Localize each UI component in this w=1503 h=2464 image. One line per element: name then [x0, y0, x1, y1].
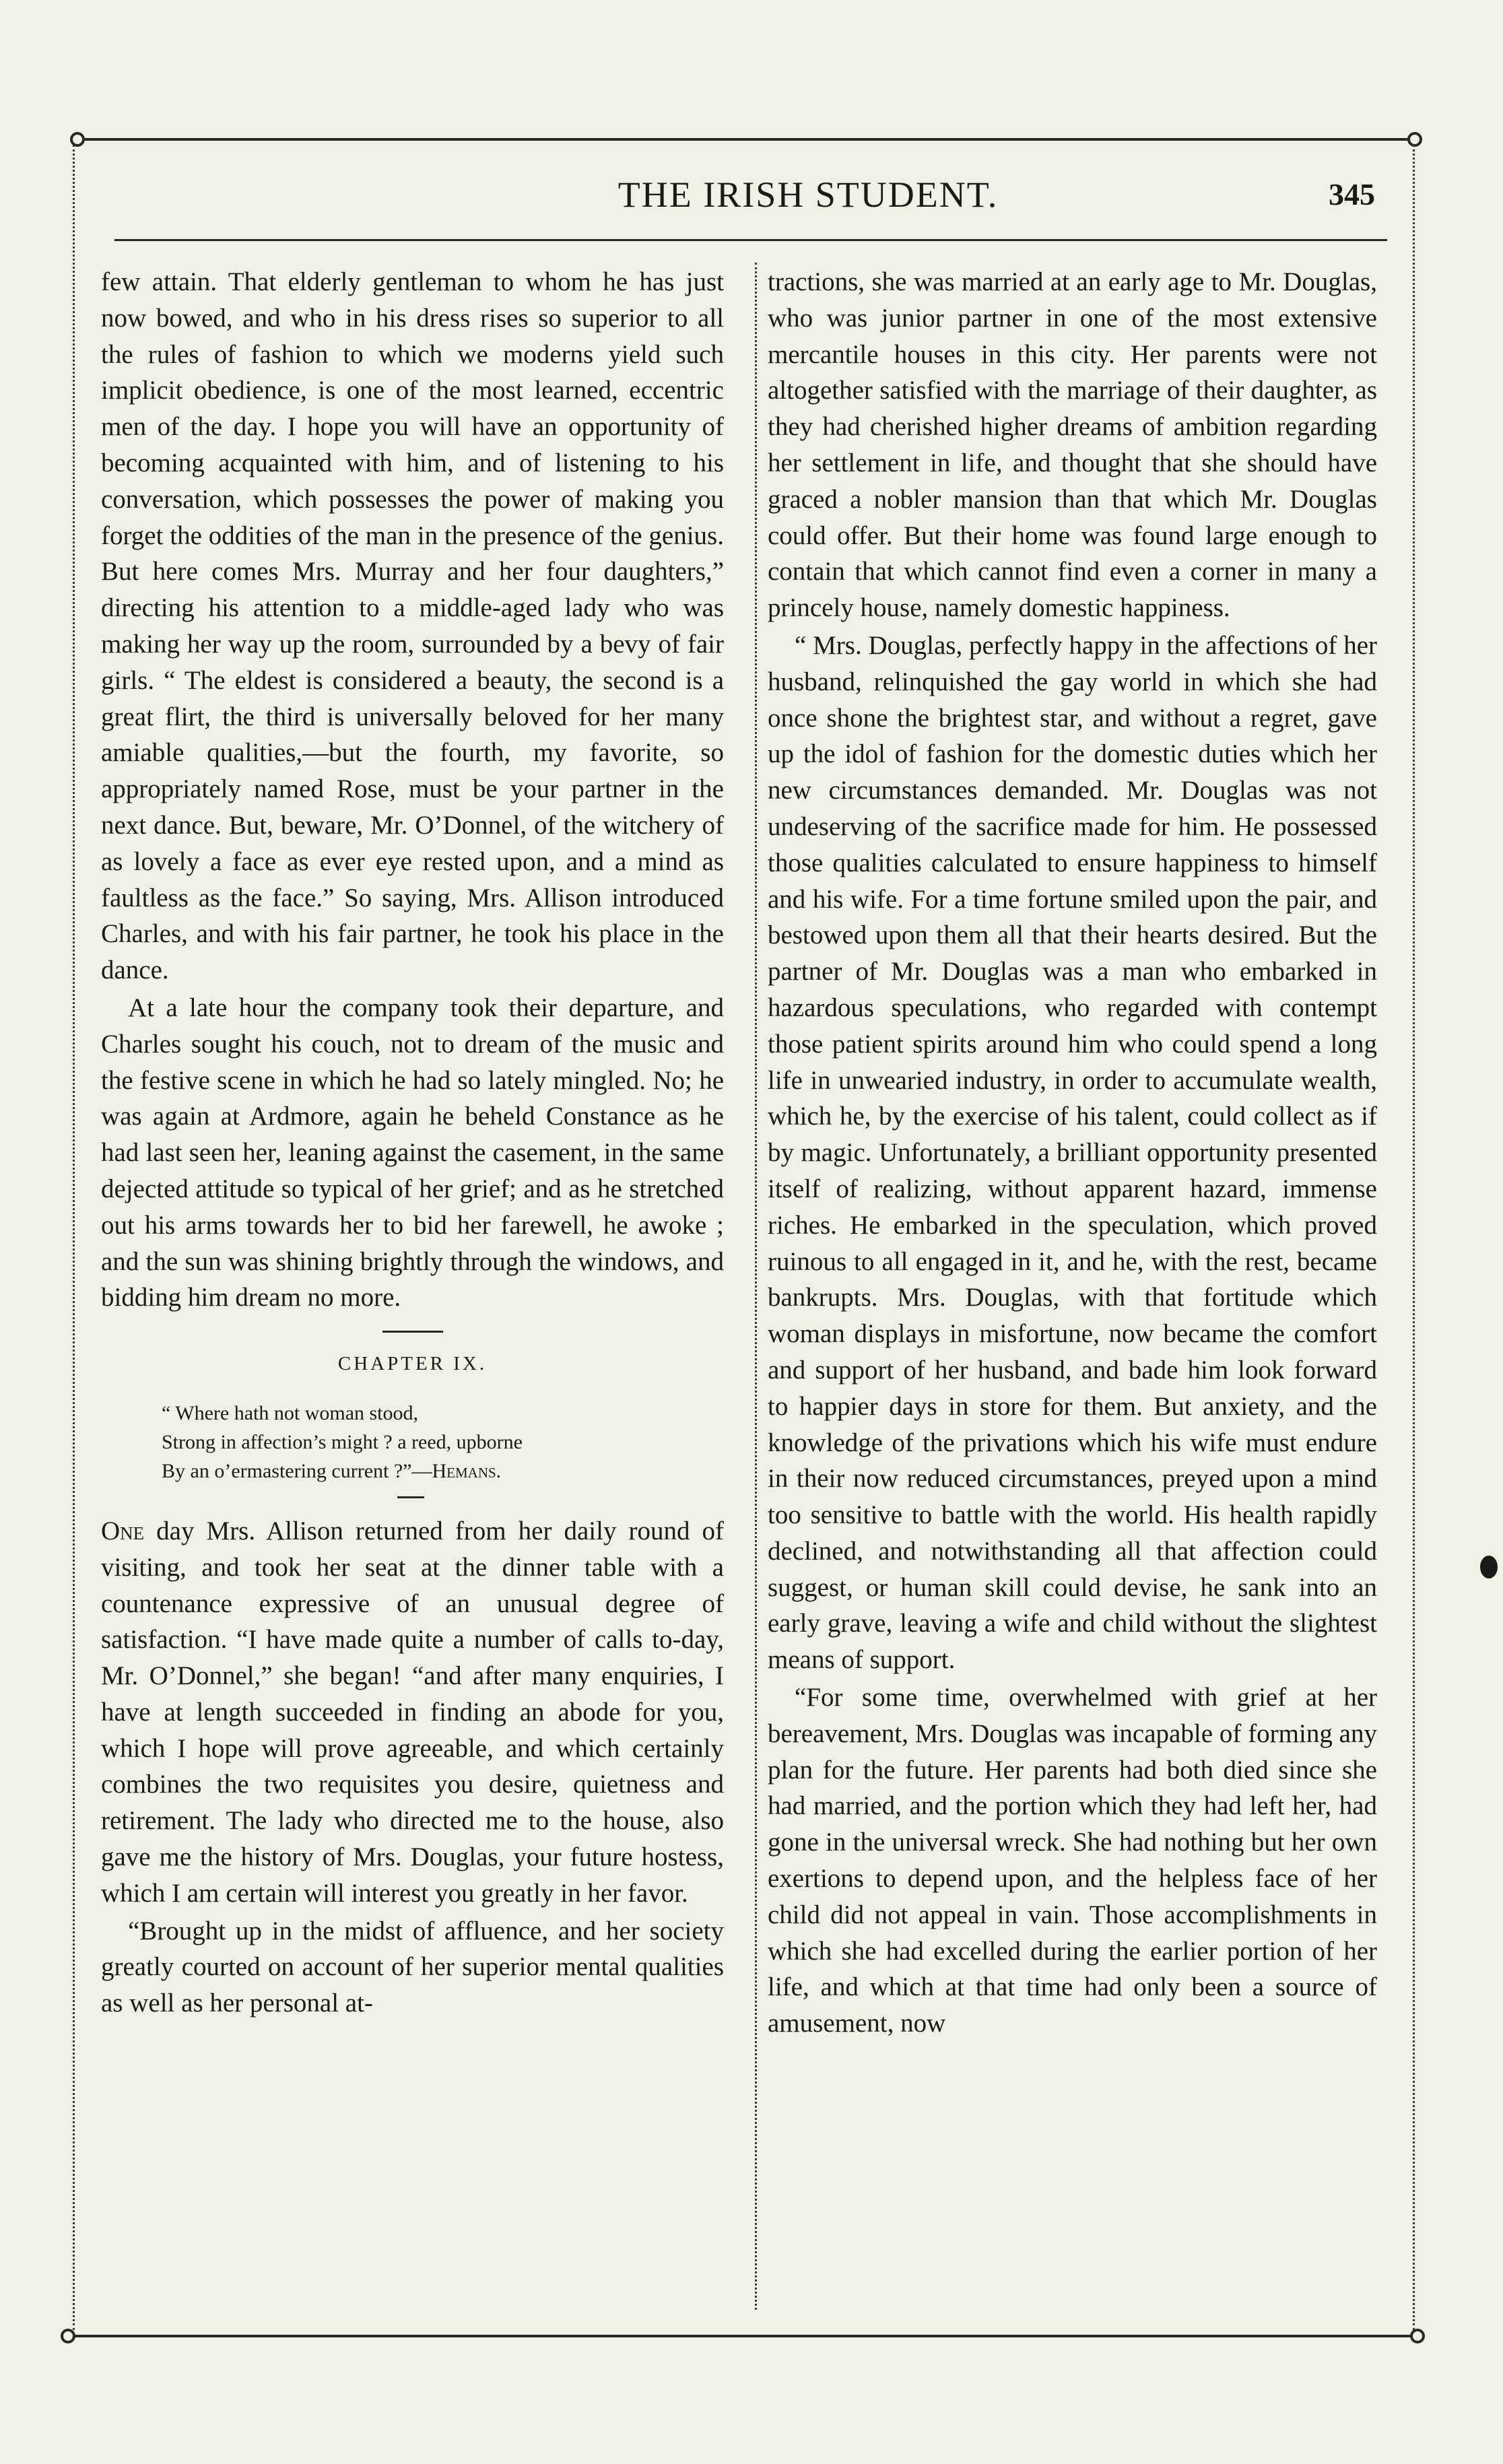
corner-ornament-icon: [61, 2329, 75, 2343]
right-column: [768, 264, 1377, 2042]
header-rule: [114, 239, 1387, 241]
paragraph: “Brought up in the midst of affluence, and her society greatly courted on account of her superior mental qualities as well as her personal at-: [101, 1916, 724, 2018]
margin-ink-dot-icon: [1480, 1556, 1498, 1578]
corner-ornament-icon: [1410, 2329, 1425, 2343]
top-ornament-rule: [81, 138, 1414, 141]
epigraph-line: Strong in affection’s might ? a reed, upborne: [162, 1430, 523, 1453]
paragraph: At a late hour the company took their departure, and Charles sought his couch, not to dream of the music and the festive scene in which he had so lately mingled. No; he was again at Ardmore, again he beheld Constance as he had last seen her, leaning against the casement, in the same dejected attitude so typical of her grief; and as he stretched out his arms towards her to bid her farewell, he awoke ; and the sun was shining brightly through the windows, and bidding him dream no more.: [101, 993, 724, 1312]
section-separator: [382, 1331, 443, 1333]
paragraph: [101, 1513, 724, 1912]
left-column: [101, 264, 724, 2022]
epigraph-line: [162, 1457, 724, 1486]
epigraph-line-text: By an o’ermastering current ?”—: [162, 1459, 432, 1482]
bottom-ornament-rule: [67, 2335, 1417, 2337]
right-border-rule: [1413, 145, 1415, 2330]
left-border-rule: [73, 145, 75, 2330]
running-head-title: THE IRISH STUDENT.: [617, 174, 999, 215]
paragraph: “For some time, overwhelmed with grief at her bereavement, Mrs. Douglas was incapable of forming any plan for the future. Her parents had both died since she had married, and the portion which they had left her, had gone in the universal wreck. She had nothing but her own exertions to depend upon, and the helpless face of her child did not appeal in vain. Those accomplishments in which she had excelled during the earlier portion of her life, and which at that time had only been a source of amusement, now: [768, 1683, 1377, 2038]
epigraph: [162, 1399, 724, 1486]
paragraph-lead: One: [101, 1516, 145, 1545]
paragraph-text: day Mrs. Allison returned from her daily round of visiting, and took her seat at the dinner table with a countenance expressive of an unusual degree of satisfaction. “I have made quite a number of calls to-day, Mr. O’Donnel,” she began! “and after many enquiries, I have at length succeeded in finding an abode for you, which I hope will prove agreeable, and which certainly combines the two requisites you desire, quietness and retirement. The lady who directed me to the house, also gave me the history of Mrs. Douglas, your future hostess, which I am certain will interest you greatly in her favor.: [101, 1516, 724, 1908]
paragraph: “ Mrs. Douglas, perfectly happy in the affections of her husband, relinquished the gay world in which she had once shone the brightest star, and without a regret, gave up the idol of fashion for the domestic duties which her new circumstances demanded. Mr. Douglas was not undeserving of the sacrifice made for him. He possessed those qualities calculated to ensure happiness to himself and his wife. For a time fortune smiled upon the pair, and bestowed upon them all that their hearts desired. But the partner of Mr. Douglas was a man who embarked in hazardous speculations, who regarded with contempt those patient spirits around him who could spend a long life in unwearied industry, in order to accumulate wealth, which he, by the exercise of his talent, could collect as if by magic. Unfortunately, a brilliant opportunity presented itself of realizing, without apparent hazard, immense riches. He embarked in the speculation, which proved ruinous to all engaged in it, and he, with the rest, became bankrupts. Mrs. Douglas, with that fortitude which woman displays in misfortune, now became the comfort and support of her husband, and bade him look forward to happier days in store for them. But anxiety, and the knowledge of the privations which his wife must endure in their now reduced circumstances, preyed upon a mind too sensitive to battle with the world. His health rapidly declined, and notwithstanding all that affection could suggest, or human skill could devise, he sank into an early grave, leaving a wife and child without the slightest means of support.: [768, 630, 1377, 1675]
chapter-heading: CHAPTER IX.: [337, 1353, 488, 1375]
page-number: 345: [1329, 177, 1375, 211]
section-separator: [397, 1496, 424, 1498]
column-divider: [755, 263, 757, 2310]
paragraph: tractions, she was married at an early age to Mr. Douglas, who was junior partner in one of the most extensive mercantile houses in this city. Her parents were not altogether satisfied with the marriage of their daughter, as they had cherished higher dreams of ambition regarding her settlement in life, and thought that she should have graced a nobler mansion than that which Mr. Douglas could offer. But their home was found large enough to contain that which cannot find even a corner in many a princely house, namely domestic happiness.: [768, 267, 1377, 623]
paragraph: few attain. That elderly gentleman to whom he has just now bowed, and who in his dress rises so superior to all the rules of fashion to which we moderns yield such implicit obedience, is one of the most learned, eccentric men of the day. I hope you will have an opportunity of becoming acquainted with him, and of listening to his conversation, which possesses the power of making you forget the oddities of the man in the presence of the genius. But here comes Mrs. Murray and her four daughters,” directing his attention to a middle-aged lady who was making her way up the room, surrounded by a bevy of fair girls. “ The eldest is considered a beauty, the second is a great flirt, the third is universally beloved for her many amiable qualities,—but the fourth, my favorite, so appropriately named Rose, must be your partner in the next dance. But, beware, Mr. O’Donnel, of the witchery of as lovely a face as ever eye rested upon, and a mind as faultless as the face.” So saying, Mrs. Allison introduced Charles, and with his fair partner, he took his place in the dance.: [101, 267, 724, 985]
epigraph-line: “ Where hath not woman stood,: [162, 1401, 419, 1424]
epigraph-attribution: Hemans.: [432, 1459, 502, 1482]
corner-ornament-icon: [1407, 132, 1422, 147]
